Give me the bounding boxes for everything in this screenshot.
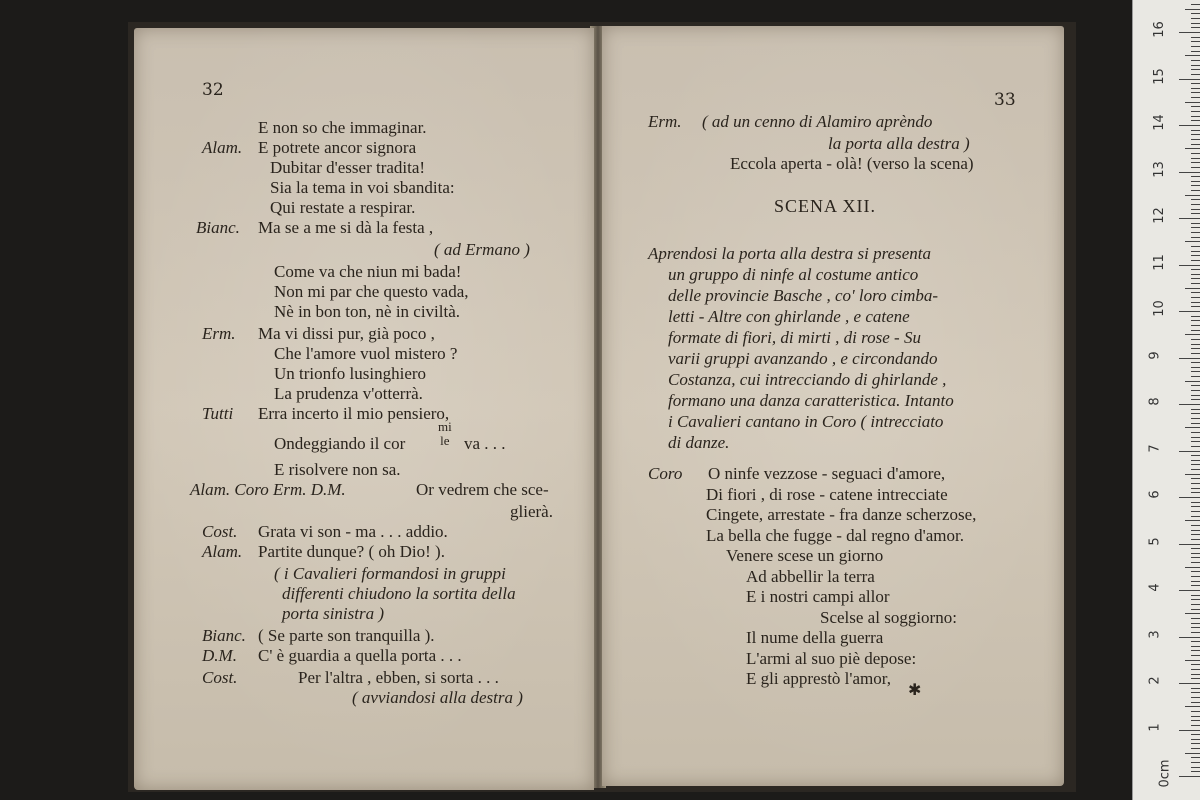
speaker-label: Alam. Coro Erm. D.M. xyxy=(190,480,346,499)
ruler-tick xyxy=(1185,334,1200,335)
ruler-tick xyxy=(1191,223,1200,224)
ruler-tick xyxy=(1191,190,1200,191)
ruler-tick xyxy=(1191,548,1200,549)
ruler-tick xyxy=(1191,278,1200,279)
ruler-tick xyxy=(1191,562,1200,563)
ruler-tick xyxy=(1185,55,1200,56)
ruler-tick xyxy=(1191,246,1200,247)
ruler-label: 0cm xyxy=(1157,759,1173,788)
ruler-label: 2 xyxy=(1147,676,1163,685)
chorus-line: O ninfe vezzose - seguaci d'amore, xyxy=(708,464,946,483)
ruler-tick xyxy=(1191,446,1200,447)
ruler-tick xyxy=(1191,767,1200,768)
verse-line: Or vedrem che sce- xyxy=(416,480,549,499)
ruler-tick xyxy=(1179,730,1200,731)
ruler-tick xyxy=(1191,399,1200,400)
ruler-tick xyxy=(1191,13,1200,14)
ruler-tick xyxy=(1191,51,1200,52)
ruler-tick xyxy=(1191,674,1200,675)
ruler-tick xyxy=(1191,385,1200,386)
ruler-label: 15 xyxy=(1151,67,1167,85)
ruler-tick xyxy=(1185,706,1200,707)
ruler-tick xyxy=(1191,111,1200,112)
ruler-tick xyxy=(1191,697,1200,698)
ruler-label: 10 xyxy=(1151,300,1167,317)
ruler-tick xyxy=(1185,567,1200,568)
ruler-tick xyxy=(1179,497,1200,498)
verse-line: glierà. xyxy=(510,502,553,521)
verse-line: Nè in bon ton, nè in civiltà. xyxy=(274,302,461,321)
chorus-line: E gli apprestò l'amor, xyxy=(746,669,891,688)
ruler-tick xyxy=(1191,144,1200,145)
ruler-tick xyxy=(1191,325,1200,326)
verse-line: E non so che immaginar. xyxy=(258,118,427,137)
ruler-label: 3 xyxy=(1147,629,1163,639)
ruler-tick xyxy=(1191,65,1200,66)
ruler-tick xyxy=(1191,158,1200,159)
ruler-tick xyxy=(1191,632,1200,633)
chorus-line: E i nostri campi allor xyxy=(746,587,890,606)
ruler-tick xyxy=(1179,265,1200,266)
ruler-tick xyxy=(1191,153,1200,154)
ruler-tick xyxy=(1185,195,1200,196)
chorus-line: Il nume della guerra xyxy=(746,628,884,647)
ruler-tick xyxy=(1191,599,1200,600)
ruler-tick xyxy=(1179,358,1200,359)
ruler-tick xyxy=(1191,269,1200,270)
ruler-tick xyxy=(1191,344,1200,345)
ruler-tick xyxy=(1191,88,1200,89)
ruler-label: 16 xyxy=(1151,21,1167,38)
ruler-tick xyxy=(1191,213,1200,214)
ruler-tick xyxy=(1191,348,1200,349)
ruler-tick xyxy=(1191,627,1200,628)
verse-line: ( ad Ermano ) xyxy=(434,240,530,259)
verse-line: ( avviandosi alla destra ) xyxy=(352,688,523,707)
ruler-tick xyxy=(1185,241,1200,242)
ruler-tick xyxy=(1191,339,1200,340)
ruler-tick xyxy=(1179,172,1200,173)
chorus-line: Di fiori , di rose - catene intrecciate xyxy=(706,484,948,504)
library-watermark xyxy=(520,410,528,444)
ruler-tick xyxy=(1191,274,1200,275)
speaker-label: Bianc. xyxy=(196,218,240,237)
ruler-tick xyxy=(1191,106,1200,107)
ruler-tick xyxy=(1191,134,1200,135)
ruler-tick xyxy=(1191,41,1200,42)
stage-direction-line: delle provincie Basche , co' loro cimba- xyxy=(668,286,939,305)
ruler-tick xyxy=(1191,534,1200,535)
left-page xyxy=(134,28,594,790)
ruler-tick xyxy=(1191,669,1200,670)
ruler-tick xyxy=(1191,725,1200,726)
speaker-label: D.M. xyxy=(202,646,237,665)
speaker-label: Erm. xyxy=(202,324,236,343)
ruler-tick xyxy=(1191,199,1200,200)
ruler-tick xyxy=(1191,251,1200,252)
verse-line: va . . . xyxy=(464,434,506,453)
ruler-tick xyxy=(1191,162,1200,163)
ruler-tick xyxy=(1191,362,1200,363)
ruler-tick xyxy=(1191,441,1200,442)
ruler-tick xyxy=(1185,102,1200,103)
speaker-label: Alam. xyxy=(202,542,243,561)
ruler-tick xyxy=(1191,302,1200,303)
stage-direction-line: Aprendosi la porta alla destra si presenta xyxy=(648,244,932,263)
ruler-tick xyxy=(1191,46,1200,47)
stage-direction-line: di danze. xyxy=(668,433,730,452)
ruler-tick xyxy=(1191,488,1200,489)
ruler-tick xyxy=(1191,762,1200,763)
frac-top: mi xyxy=(438,419,452,434)
ruler-tick xyxy=(1191,376,1200,377)
ruler-label: 8 xyxy=(1147,397,1163,406)
ruler-tick xyxy=(1191,69,1200,70)
ruler-tick xyxy=(1185,288,1200,289)
verse-line: Ma vi dissi pur, già poco , xyxy=(258,324,435,343)
ruler-tick xyxy=(1191,483,1200,484)
speaker-label: Cost. xyxy=(202,522,238,541)
ruler-tick xyxy=(1191,553,1200,554)
ruler-tick xyxy=(1191,83,1200,84)
ruler-tick xyxy=(1179,32,1200,33)
ruler-tick xyxy=(1191,139,1200,140)
measurement-ruler xyxy=(1132,0,1200,800)
erm-line-3: Eccola aperta - olà! (verso la scena) xyxy=(730,154,974,173)
verse-line: Erra incerto il mio pensiero, xyxy=(258,404,450,423)
verse-line: Sia la tema in voi sbandita: xyxy=(270,178,455,197)
ruler-tick xyxy=(1191,116,1200,117)
ruler-tick xyxy=(1191,539,1200,540)
ruler-tick xyxy=(1191,423,1200,424)
ruler-tick xyxy=(1179,637,1200,638)
ruler-tick xyxy=(1191,27,1200,28)
ruler-tick xyxy=(1191,455,1200,456)
ruler-tick xyxy=(1191,757,1200,758)
ruler-tick xyxy=(1191,502,1200,503)
verse-line: Per l'altra , ebben, si sorta . . . xyxy=(298,668,499,687)
ruler-tick xyxy=(1191,530,1200,531)
ruler-tick xyxy=(1179,776,1200,777)
ruler-tick xyxy=(1191,460,1200,461)
stage-direction-line: Costanza, cui intrecciando di ghirlande , xyxy=(668,370,947,389)
ruler-tick xyxy=(1185,520,1200,521)
ruler-tick xyxy=(1179,544,1200,545)
ruler-tick xyxy=(1191,176,1200,177)
page-number-left: 32 xyxy=(202,80,224,100)
ruler-tick xyxy=(1191,506,1200,507)
ruler-label: 14 xyxy=(1151,114,1167,131)
ruler-tick xyxy=(1191,390,1200,391)
ruler-tick xyxy=(1191,739,1200,740)
ruler-tick xyxy=(1191,771,1200,772)
ruler-tick xyxy=(1179,683,1200,684)
ruler-label: 6 xyxy=(1147,490,1163,499)
ruler-tick xyxy=(1191,185,1200,186)
ruler-tick xyxy=(1191,595,1200,596)
verse-line: E potrete ancor signora xyxy=(258,138,417,157)
ruler-tick xyxy=(1185,381,1200,382)
ruler-tick xyxy=(1191,604,1200,605)
speaker-label: Tutti xyxy=(202,404,234,423)
ruler-tick xyxy=(1185,613,1200,614)
ruler-tick xyxy=(1191,688,1200,689)
ruler-tick xyxy=(1191,395,1200,396)
ruler-tick xyxy=(1191,692,1200,693)
ruler-tick xyxy=(1191,432,1200,433)
ruler-tick xyxy=(1191,237,1200,238)
ruler-label: 9 xyxy=(1147,350,1163,360)
ruler-tick xyxy=(1191,260,1200,261)
ink-mark-icon: ✱ xyxy=(908,680,922,699)
ruler-tick xyxy=(1191,320,1200,321)
verse-line: Che l'amore vuol mistero ? xyxy=(274,344,458,363)
speaker-coro: Coro xyxy=(648,464,683,483)
ruler-label: 1 xyxy=(1147,722,1163,732)
right-page xyxy=(602,26,1064,786)
ruler-tick xyxy=(1179,590,1200,591)
verse-line: Dubitar d'esser tradita! xyxy=(270,158,426,177)
ruler-tick xyxy=(1185,9,1200,10)
ruler-tick xyxy=(1191,255,1200,256)
erm-line-1: ( ad un cenno di Alamiro aprèndo xyxy=(702,112,933,131)
ruler-tick xyxy=(1191,353,1200,354)
ruler-tick xyxy=(1191,469,1200,470)
page-number-right: 33 xyxy=(994,90,1016,110)
ruler-tick xyxy=(1191,716,1200,717)
ruler-tick xyxy=(1179,404,1200,405)
ruler-tick xyxy=(1191,678,1200,679)
ruler-tick xyxy=(1191,464,1200,465)
chorus-line: Ad abbellir la terra xyxy=(746,566,875,586)
ruler-tick xyxy=(1191,232,1200,233)
frac-bottom: le xyxy=(440,433,450,448)
ruler-tick xyxy=(1191,437,1200,438)
ruler-tick xyxy=(1179,125,1200,126)
ruler-tick xyxy=(1191,664,1200,665)
verse-line: differenti chiudono la sortita della xyxy=(282,584,516,603)
verse-line: Non mi par che questo vada, xyxy=(274,282,469,301)
verse-line: Partite dunque? ( oh Dio! ). xyxy=(258,542,445,561)
ruler-tick xyxy=(1185,148,1200,149)
open-book xyxy=(128,22,1076,792)
ruler-tick xyxy=(1179,218,1200,219)
ruler-tick xyxy=(1191,748,1200,749)
speaker-erm: Erm. xyxy=(648,112,682,131)
ruler-tick xyxy=(1191,641,1200,642)
ruler-tick xyxy=(1185,753,1200,754)
ruler-label: 11 xyxy=(1151,253,1167,271)
ruler-tick xyxy=(1191,576,1200,577)
stage-direction-line: i Cavalieri cantano in Coro ( intrecciato xyxy=(668,412,944,431)
stacked-alternative xyxy=(434,420,456,448)
verse-line: La prudenza v'otterrà. xyxy=(274,384,423,403)
chorus-line: Venere scese un giorno xyxy=(726,546,884,565)
ruler-tick xyxy=(1179,451,1200,452)
ruler-tick xyxy=(1191,650,1200,651)
ruler-tick xyxy=(1191,37,1200,38)
ruler-tick xyxy=(1191,167,1200,168)
ruler-tick xyxy=(1191,297,1200,298)
ruler-tick xyxy=(1191,571,1200,572)
ruler-tick xyxy=(1191,581,1200,582)
ruler-tick xyxy=(1191,23,1200,24)
ruler-tick xyxy=(1191,74,1200,75)
speaker-label: Cost. xyxy=(202,668,238,687)
verse-line: Ma se a me si dà la festa , xyxy=(258,218,434,237)
ruler-tick xyxy=(1179,311,1200,312)
ruler-tick xyxy=(1185,427,1200,428)
ruler-tick xyxy=(1191,492,1200,493)
ruler-tick xyxy=(1191,557,1200,558)
ruler-label: 7 xyxy=(1147,443,1163,453)
verse-line: E risolvere non sa. xyxy=(274,460,401,479)
ruler-tick xyxy=(1191,511,1200,512)
ruler-tick xyxy=(1191,585,1200,586)
ruler-tick xyxy=(1191,4,1200,5)
ruler-label: 4 xyxy=(1147,583,1163,592)
stage-direction-line: formano una danza caratteristica. Intanto xyxy=(668,391,954,410)
ruler-label: 5 xyxy=(1147,536,1163,546)
stage-direction-line: letti - Altre con ghirlande , e catene xyxy=(668,307,910,326)
ruler-tick xyxy=(1191,525,1200,526)
verse-line: ( i Cavalieri formandosi in gruppi xyxy=(274,564,506,583)
ruler-tick xyxy=(1191,418,1200,419)
ruler-tick xyxy=(1191,204,1200,205)
ruler-tick xyxy=(1191,227,1200,228)
verse-line: ( Se parte son tranquilla ). xyxy=(258,626,435,645)
ruler-label: 13 xyxy=(1151,160,1167,178)
chorus-line: Cingete, arrestate - fra danze scherzose, xyxy=(706,505,977,524)
ruler-tick xyxy=(1179,79,1200,80)
verse-line: Un trionfo lusinghiero xyxy=(274,364,427,383)
ruler-tick xyxy=(1191,316,1200,317)
ruler-tick xyxy=(1191,711,1200,712)
erm-line-2: la porta alla destra ) xyxy=(828,134,970,153)
speaker-label: Alam. xyxy=(202,138,243,157)
ruler-tick xyxy=(1191,413,1200,414)
verse-line: Come va che niun mi bada! xyxy=(274,262,462,281)
verse-line: Grata vi son - ma . . . addio. xyxy=(258,522,448,541)
ruler-tick xyxy=(1191,609,1200,610)
chorus-line: Scelse al soggiorno: xyxy=(820,607,957,627)
scene-title: SCENA XII. xyxy=(774,196,877,216)
ruler-tick xyxy=(1191,283,1200,284)
ruler-tick xyxy=(1191,371,1200,372)
ruler-tick xyxy=(1191,306,1200,307)
stage-direction-line: varii gruppi avanzando , e circondando xyxy=(668,349,938,368)
ruler-label: 12 xyxy=(1151,207,1167,224)
verse-line: C' è guardia a quella porta . . . xyxy=(258,646,462,665)
ruler-tick xyxy=(1191,702,1200,703)
ruler-tick xyxy=(1191,743,1200,744)
ruler-tick xyxy=(1191,623,1200,624)
stage-direction-line: un gruppo di ninfe al costume antico xyxy=(668,265,919,284)
ruler-tick xyxy=(1191,120,1200,121)
ruler-tick xyxy=(1191,181,1200,182)
ruler-tick xyxy=(1191,720,1200,721)
ruler-tick xyxy=(1191,130,1200,131)
ruler-tick xyxy=(1191,516,1200,517)
ruler-tick xyxy=(1191,209,1200,210)
ruler-tick xyxy=(1191,409,1200,410)
ruler-tick xyxy=(1191,734,1200,735)
ruler-tick xyxy=(1191,646,1200,647)
ruler-tick xyxy=(1191,97,1200,98)
ruler-tick xyxy=(1191,618,1200,619)
chorus-line: La bella che fugge - dal regno d'amor. xyxy=(706,525,964,545)
ruler-tick xyxy=(1185,474,1200,475)
verse-line: Qui restate a respirar. xyxy=(270,198,416,217)
ruler-tick xyxy=(1191,330,1200,331)
ruler-tick xyxy=(1191,478,1200,479)
chorus-line: L'armi al suo piè depose: xyxy=(746,648,917,668)
stage-direction-line: formate di fiori, di mirti , di rose - Su xyxy=(668,328,921,347)
speaker-label: Bianc. xyxy=(202,626,246,645)
ruler-tick xyxy=(1191,367,1200,368)
verse-line: Ondeggiando il cor xyxy=(274,434,406,453)
ruler-tick xyxy=(1191,655,1200,656)
verse-line: porta sinistra ) xyxy=(282,604,385,623)
ruler-tick xyxy=(1191,18,1200,19)
ruler-tick xyxy=(1191,60,1200,61)
ruler-tick xyxy=(1191,92,1200,93)
ruler-tick xyxy=(1191,292,1200,293)
ruler-tick xyxy=(1185,660,1200,661)
